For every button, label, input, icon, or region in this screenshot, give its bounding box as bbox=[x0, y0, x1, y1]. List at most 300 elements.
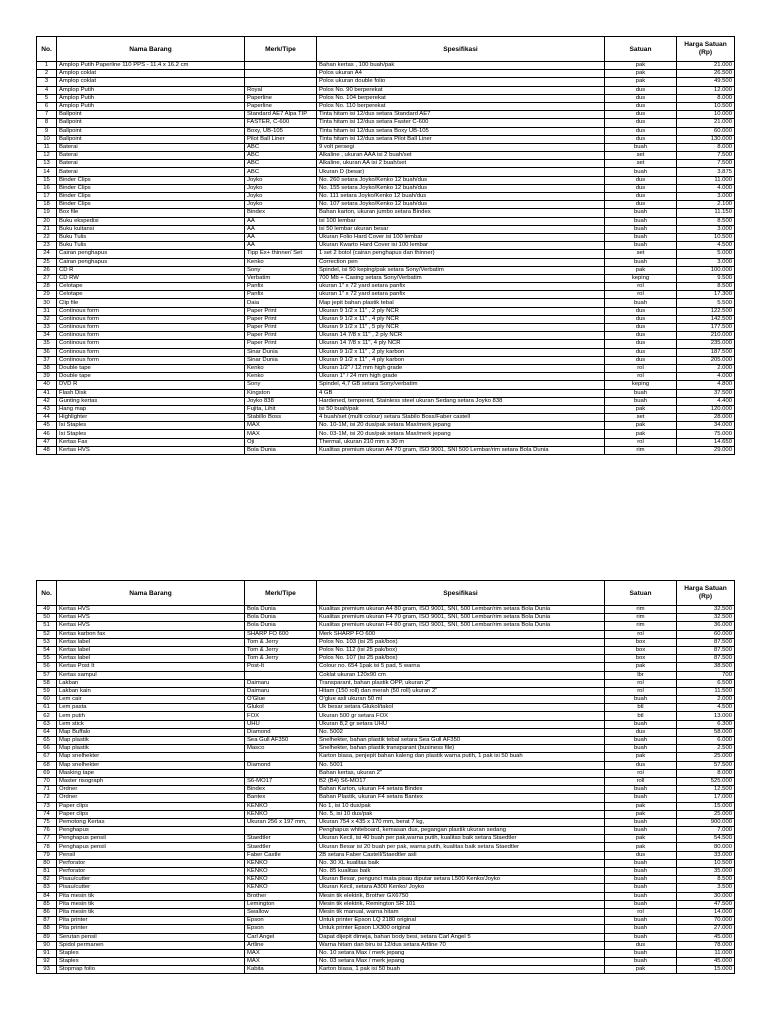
cell-satuan: set bbox=[605, 160, 677, 168]
cell-merk-tipe: KENKO bbox=[245, 884, 317, 892]
table-row bbox=[37, 696, 735, 704]
table-row bbox=[37, 94, 735, 102]
cell-harga-satuan: 33.000 bbox=[677, 851, 735, 859]
cell-satuan: dus bbox=[605, 102, 677, 110]
table-row bbox=[37, 217, 735, 225]
cell-satuan: set bbox=[605, 152, 677, 160]
cell-spesifikasi: Untuk printer Epson LX300 original bbox=[317, 925, 605, 933]
cell-no: 73 bbox=[37, 802, 57, 810]
cell-harga-satuan: 78.000 bbox=[677, 941, 735, 949]
cell-nama-barang: Amplop coklat bbox=[57, 78, 245, 86]
cell-spesifikasi: 4 GB bbox=[317, 389, 605, 397]
cell-harga-satuan: 3.000 bbox=[677, 193, 735, 201]
cell-no: 21 bbox=[37, 225, 57, 233]
cell-merk-tipe: AA bbox=[245, 217, 317, 225]
cell-spesifikasi: Spindel, isi 50 keping/pak setara Sony/Verbatim bbox=[317, 266, 605, 274]
cell-spesifikasi: No. 10 setara Max / merk jepang bbox=[317, 949, 605, 957]
cell-spesifikasi: Ukuran Folio Hard Cover isi 100 lembar bbox=[317, 233, 605, 241]
cell-spesifikasi: Bahan kertas, ukuran 2" bbox=[317, 769, 605, 777]
cell-satuan: buah bbox=[605, 917, 677, 925]
cell-harga-satuan: 70.000 bbox=[677, 917, 735, 925]
cell-spesifikasi: No. 111 setara Joyko/Kenko 12 buah/dus bbox=[317, 193, 605, 201]
cell-nama-barang: Amplop Putih bbox=[57, 86, 245, 94]
cell-no: 33 bbox=[37, 324, 57, 332]
cell-no: 81 bbox=[37, 868, 57, 876]
cell-harga-satuan: 900.000 bbox=[677, 818, 735, 826]
cell-no: 84 bbox=[37, 892, 57, 900]
cell-satuan: pak bbox=[605, 802, 677, 810]
cell-satuan: pak bbox=[605, 843, 677, 851]
cell-merk-tipe: Joyko bbox=[245, 193, 317, 201]
table-row bbox=[37, 958, 735, 966]
cell-merk-tipe: Bola Dunia bbox=[245, 606, 317, 614]
cell-spesifikasi: Alkaline, ukuran AA isi 2 buah/set bbox=[317, 160, 605, 168]
cell-merk-tipe: Panfix bbox=[245, 291, 317, 299]
cell-merk-tipe: Paper Print bbox=[245, 332, 317, 340]
cell-spesifikasi: Snelhekter, bahan plastik transparant (business file) bbox=[317, 745, 605, 753]
cell-nama-barang: Pisau/cutter bbox=[57, 876, 245, 884]
cell-spesifikasi: No. 30 XL kualitas baik bbox=[317, 859, 605, 867]
cell-satuan: dus bbox=[605, 324, 677, 332]
cell-no: 3 bbox=[37, 78, 57, 86]
cell-merk-tipe: Joyko 838 bbox=[245, 397, 317, 405]
table-row bbox=[37, 646, 735, 654]
cell-spesifikasi: No 1, isi 10 dus/pak bbox=[317, 802, 605, 810]
cell-spesifikasi: Mesin tik elektrik, Brother GX6750 bbox=[317, 892, 605, 900]
cell-merk-tipe: KENKO bbox=[245, 802, 317, 810]
table-row bbox=[37, 614, 735, 622]
cell-satuan: buah bbox=[605, 242, 677, 250]
cell-satuan: box bbox=[605, 655, 677, 663]
cell-satuan: pak bbox=[605, 422, 677, 430]
cell-harga-satuan: 4.500 bbox=[677, 704, 735, 712]
cell-no: 53 bbox=[37, 638, 57, 646]
cell-satuan: buah bbox=[605, 209, 677, 217]
cell-nama-barang: DVD R bbox=[57, 381, 245, 389]
cell-satuan: buah bbox=[605, 794, 677, 802]
cell-nama-barang: Pita printer bbox=[57, 925, 245, 933]
cell-harga-satuan: 13.000 bbox=[677, 712, 735, 720]
cell-spesifikasi: Kualitas premium ukuran A4 70 gram, ISO 9001, SNI 500 Lembar/rim setara Bola Dunia bbox=[317, 446, 605, 454]
table-row bbox=[37, 663, 735, 671]
cell-merk-tipe: Carl Angel bbox=[245, 933, 317, 941]
cell-harga-satuan: 525.000 bbox=[677, 777, 735, 785]
table-row bbox=[37, 78, 735, 86]
cell-spesifikasi: Karton biasa, penjepit bahan kaleng dan plastik warna putih, 1 pak isi 50 buah bbox=[317, 753, 605, 761]
cell-spesifikasi: Alkaline , ukuran AAA isi 2 buah/set bbox=[317, 152, 605, 160]
cell-merk-tipe: KENKO bbox=[245, 868, 317, 876]
cell-merk-tipe: KENKO bbox=[245, 810, 317, 818]
cell-no: 75 bbox=[37, 818, 57, 826]
cell-nama-barang: Baterai bbox=[57, 168, 245, 176]
cell-satuan: pak bbox=[605, 405, 677, 413]
header-nama-barang: Nama Barang bbox=[57, 581, 245, 606]
cell-satuan: pak bbox=[605, 266, 677, 274]
cell-nama-barang: Clip file bbox=[57, 299, 245, 307]
cell-merk-tipe bbox=[245, 70, 317, 78]
cell-spesifikasi: Spindel, 4,7 GB setara Sony/verbatim bbox=[317, 381, 605, 389]
header-no: No. bbox=[37, 581, 57, 606]
cell-nama-barang: Kertas label bbox=[57, 638, 245, 646]
table-row bbox=[37, 405, 735, 413]
table-row bbox=[37, 127, 735, 135]
cell-no: 48 bbox=[37, 446, 57, 454]
cell-harga-satuan: 12.500 bbox=[677, 786, 735, 794]
cell-no: 68 bbox=[37, 761, 57, 769]
cell-nama-barang: Masking tape bbox=[57, 769, 245, 777]
cell-spesifikasi: Merk SHARP FO 600 bbox=[317, 630, 605, 638]
header-spesifikasi: Spesifikasi bbox=[317, 37, 605, 62]
table-row bbox=[37, 135, 735, 143]
cell-nama-barang: Continous form bbox=[57, 340, 245, 348]
cell-satuan: dus bbox=[605, 193, 677, 201]
cell-satuan: rol bbox=[605, 908, 677, 916]
cell-harga-satuan: 21.000 bbox=[677, 62, 735, 70]
cell-merk-tipe: AA bbox=[245, 233, 317, 241]
cell-nama-barang: Penghapus pensil bbox=[57, 843, 245, 851]
cell-no: 70 bbox=[37, 777, 57, 785]
cell-merk-tipe: Paper Print bbox=[245, 324, 317, 332]
table-row bbox=[37, 802, 735, 810]
cell-no: 56 bbox=[37, 663, 57, 671]
table-row bbox=[37, 655, 735, 663]
cell-spesifikasi: 1 set 2 botol (cairan penghapus dan thinner) bbox=[317, 250, 605, 258]
cell-spesifikasi: Map jepit bahan plastik tebal bbox=[317, 299, 605, 307]
table-row bbox=[37, 193, 735, 201]
cell-nama-barang: Ordner bbox=[57, 794, 245, 802]
cell-satuan: dus bbox=[605, 332, 677, 340]
cell-merk-tipe: Daimaru bbox=[245, 679, 317, 687]
cell-satuan: buah bbox=[605, 745, 677, 753]
cell-merk-tipe: Verbatim bbox=[245, 274, 317, 282]
cell-no: 57 bbox=[37, 671, 57, 679]
cell-nama-barang: Amplop Putih bbox=[57, 102, 245, 110]
cell-merk-tipe: KENKO bbox=[245, 876, 317, 884]
cell-nama-barang: Staples bbox=[57, 949, 245, 957]
cell-nama-barang: Pita printer bbox=[57, 917, 245, 925]
cell-satuan: buah bbox=[605, 876, 677, 884]
cell-no: 74 bbox=[37, 810, 57, 818]
cell-harga-satuan: 8.000 bbox=[677, 94, 735, 102]
table-row bbox=[37, 884, 735, 892]
cell-harga-satuan: 7.000 bbox=[677, 827, 735, 835]
table-row bbox=[37, 299, 735, 307]
cell-harga-satuan: 11.000 bbox=[677, 949, 735, 957]
cell-nama-barang: Amplop coklat bbox=[57, 70, 245, 78]
cell-merk-tipe: Joyko bbox=[245, 184, 317, 192]
cell-spesifikasi: Ukuran 1" / 24 mm high grade bbox=[317, 373, 605, 381]
cell-nama-barang: Binder Clips bbox=[57, 176, 245, 184]
cell-spesifikasi: Ukuran 9 1/2 x 11" , 5 ply NCR bbox=[317, 324, 605, 332]
cell-merk-tipe: Paper Print bbox=[245, 307, 317, 315]
cell-no: 36 bbox=[37, 348, 57, 356]
cell-harga-satuan: 210.000 bbox=[677, 332, 735, 340]
cell-harga-satuan: 2.500 bbox=[677, 745, 735, 753]
cell-satuan: dus bbox=[605, 86, 677, 94]
cell-satuan: pak bbox=[605, 810, 677, 818]
table-row bbox=[37, 786, 735, 794]
cell-nama-barang: Paper clips bbox=[57, 810, 245, 818]
table-row bbox=[37, 851, 735, 859]
table-row bbox=[37, 381, 735, 389]
header-harga-satuan: Harga Satuan (Rp) bbox=[677, 581, 735, 606]
cell-satuan: dus bbox=[605, 851, 677, 859]
cell-satuan: buah bbox=[605, 389, 677, 397]
cell-satuan: btl bbox=[605, 704, 677, 712]
cell-satuan: dus bbox=[605, 176, 677, 184]
cell-nama-barang: Isi Staples bbox=[57, 430, 245, 438]
cell-merk-tipe: Kenko bbox=[245, 258, 317, 266]
cell-spesifikasi: Polos No. 104 berperekat bbox=[317, 94, 605, 102]
cell-harga-satuan: 87.500 bbox=[677, 646, 735, 654]
cell-spesifikasi: isi 50 lembar ukuran besar bbox=[317, 225, 605, 233]
cell-no: 22 bbox=[37, 233, 57, 241]
cell-harga-satuan: 17.300 bbox=[677, 291, 735, 299]
cell-no: 49 bbox=[37, 606, 57, 614]
cell-merk-tipe bbox=[245, 671, 317, 679]
cell-merk-tipe: ABC bbox=[245, 160, 317, 168]
cell-satuan: rol bbox=[605, 291, 677, 299]
cell-spesifikasi: Ukuran Kwarto Hard Cover isi 100 lembar bbox=[317, 242, 605, 250]
cell-spesifikasi: Ukuran 8,2 gr setara UHU bbox=[317, 720, 605, 728]
cell-satuan: buah bbox=[605, 925, 677, 933]
cell-harga-satuan: 36.000 bbox=[677, 622, 735, 630]
cell-spesifikasi: Colour no. 654 1pak isi 5 pad, 5 warna bbox=[317, 663, 605, 671]
cell-merk-tipe: Diamond bbox=[245, 761, 317, 769]
cell-nama-barang: Pita mesin tik bbox=[57, 900, 245, 908]
cell-merk-tipe: Paperline bbox=[245, 102, 317, 110]
cell-no: 92 bbox=[37, 958, 57, 966]
cell-harga-satuan: 700 bbox=[677, 671, 735, 679]
cell-merk-tipe: Faber Castle bbox=[245, 851, 317, 859]
table-row bbox=[37, 389, 735, 397]
cell-spesifikasi: Kualitas premium ukuran A4 80 gram, ISO 9001, SNI, 500 Lembar/rim setara Bola Dunia bbox=[317, 606, 605, 614]
cell-spesifikasi: O'glue asli ukuran 50 ml bbox=[317, 696, 605, 704]
table-row bbox=[37, 414, 735, 422]
cell-spesifikasi: Ukuran 754 x 435 x 170 mm, berat 7 kg, bbox=[317, 818, 605, 826]
cell-satuan: dus bbox=[605, 184, 677, 192]
cell-spesifikasi: Polos No. 103 (isi 25 pak/box) bbox=[317, 638, 605, 646]
cell-merk-tipe: Masco bbox=[245, 745, 317, 753]
table-row bbox=[37, 704, 735, 712]
header-satuan: Satuan bbox=[605, 37, 677, 62]
cell-merk-tipe: Sinar Dunia bbox=[245, 356, 317, 364]
table-row bbox=[37, 225, 735, 233]
cell-harga-satuan: 45.000 bbox=[677, 958, 735, 966]
cell-satuan: rol bbox=[605, 373, 677, 381]
cell-harga-satuan: 7.500 bbox=[677, 160, 735, 168]
cell-merk-tipe: Paper Print bbox=[245, 315, 317, 323]
cell-harga-satuan: 130.000 bbox=[677, 135, 735, 143]
cell-satuan: buah bbox=[605, 233, 677, 241]
cell-satuan: buah bbox=[605, 217, 677, 225]
table-row bbox=[37, 794, 735, 802]
cell-harga-satuan: 38.500 bbox=[677, 663, 735, 671]
cell-harga-satuan: 4.800 bbox=[677, 381, 735, 389]
cell-merk-tipe: Panfix bbox=[245, 283, 317, 291]
cell-spesifikasi: Polos No. 112 (isi 25 pak/box) bbox=[317, 646, 605, 654]
table-row bbox=[37, 917, 735, 925]
cell-merk-tipe: Epson bbox=[245, 917, 317, 925]
cell-merk-tipe: Sinar Dunia bbox=[245, 348, 317, 356]
cell-satuan: set bbox=[605, 414, 677, 422]
cell-nama-barang: Kertas HVS bbox=[57, 622, 245, 630]
cell-nama-barang: Map plastik bbox=[57, 737, 245, 745]
cell-nama-barang: CD R bbox=[57, 266, 245, 274]
cell-satuan: rim bbox=[605, 614, 677, 622]
table-row bbox=[37, 868, 735, 876]
cell-nama-barang: Lem cair bbox=[57, 696, 245, 704]
table-row bbox=[37, 679, 735, 687]
cell-satuan: buah bbox=[605, 258, 677, 266]
cell-nama-barang: Continous form bbox=[57, 356, 245, 364]
cell-no: 41 bbox=[37, 389, 57, 397]
cell-satuan: buah bbox=[605, 737, 677, 745]
cell-merk-tipe: Tom & Jerry bbox=[245, 646, 317, 654]
cell-nama-barang: Stopmap folio bbox=[57, 966, 245, 974]
cell-harga-satuan: 15.000 bbox=[677, 966, 735, 974]
cell-no: 9 bbox=[37, 127, 57, 135]
cell-satuan: rol bbox=[605, 687, 677, 695]
cell-harga-satuan: 4.500 bbox=[677, 242, 735, 250]
cell-nama-barang: Serutan pensil bbox=[57, 933, 245, 941]
table-row bbox=[37, 70, 735, 78]
cell-no: 40 bbox=[37, 381, 57, 389]
cell-merk-tipe: Bola Dunia bbox=[245, 446, 317, 454]
cell-harga-satuan: 235.000 bbox=[677, 340, 735, 348]
cell-no: 88 bbox=[37, 925, 57, 933]
cell-no: 13 bbox=[37, 160, 57, 168]
cell-satuan: pak bbox=[605, 966, 677, 974]
cell-satuan: dus bbox=[605, 761, 677, 769]
cell-satuan: buah bbox=[605, 720, 677, 728]
cell-nama-barang: Kertas HVS bbox=[57, 446, 245, 454]
table-row bbox=[37, 233, 735, 241]
cell-harga-satuan: 3.500 bbox=[677, 884, 735, 892]
cell-satuan: rol bbox=[605, 630, 677, 638]
cell-spesifikasi: Ukuran 9 1/2 x 11" , 2 ply karbon bbox=[317, 348, 605, 356]
cell-merk-tipe: Kenko bbox=[245, 364, 317, 372]
cell-merk-tipe: Stabillo Boss bbox=[245, 414, 317, 422]
cell-merk-tipe: Royal bbox=[245, 86, 317, 94]
cell-no: 15 bbox=[37, 176, 57, 184]
table-row bbox=[37, 908, 735, 916]
table-row bbox=[37, 307, 735, 315]
cell-satuan: dus bbox=[605, 135, 677, 143]
cell-harga-satuan: 2.000 bbox=[677, 364, 735, 372]
cell-nama-barang: Buku ekspedisi bbox=[57, 217, 245, 225]
table-row bbox=[37, 332, 735, 340]
cell-no: 63 bbox=[37, 720, 57, 728]
cell-nama-barang: Cairan penghapus bbox=[57, 258, 245, 266]
cell-spesifikasi: Bahan kertas , 100 buah/pak bbox=[317, 62, 605, 70]
cell-nama-barang: Kertas Fax bbox=[57, 438, 245, 446]
cell-harga-satuan: 10.000 bbox=[677, 111, 735, 119]
cell-nama-barang: Perforator bbox=[57, 859, 245, 867]
table-row bbox=[37, 143, 735, 151]
cell-merk-tipe: FASTER, C-600 bbox=[245, 119, 317, 127]
table-row bbox=[37, 745, 735, 753]
cell-harga-satuan: 21.000 bbox=[677, 119, 735, 127]
cell-harga-satuan: 37.500 bbox=[677, 389, 735, 397]
cell-no: 52 bbox=[37, 630, 57, 638]
cell-spesifikasi: Ukuran Kecil, isi 40 buah per pak,warna putih, kualitas baik setara Staedtler bbox=[317, 835, 605, 843]
cell-nama-barang: Gunting kertas bbox=[57, 397, 245, 405]
cell-no: 4 bbox=[37, 86, 57, 94]
cell-no: 85 bbox=[37, 900, 57, 908]
cell-spesifikasi: Penghapus whiteboard, kemasan dus, pegangan plastik ukuran sedang bbox=[317, 827, 605, 835]
cell-merk-tipe: Kabita bbox=[245, 966, 317, 974]
price-table bbox=[36, 36, 735, 455]
cell-harga-satuan: 12.000 bbox=[677, 86, 735, 94]
cell-nama-barang: Perforator bbox=[57, 868, 245, 876]
cell-no: 90 bbox=[37, 941, 57, 949]
cell-spesifikasi: Hardened, tempered, Stainless steel ukuran Sedang setara Joyko 838 bbox=[317, 397, 605, 405]
cell-satuan: rol bbox=[605, 283, 677, 291]
table-row bbox=[37, 720, 735, 728]
cell-harga-satuan: 3.000 bbox=[677, 225, 735, 233]
cell-no: 47 bbox=[37, 438, 57, 446]
cell-harga-satuan: 8.000 bbox=[677, 769, 735, 777]
cell-nama-barang: Celotape bbox=[57, 283, 245, 291]
cell-harga-satuan: 7.500 bbox=[677, 152, 735, 160]
cell-satuan: buah bbox=[605, 949, 677, 957]
cell-spesifikasi: 4 buah/set (multi colour) setara Stabilo Boss/Faber castell bbox=[317, 414, 605, 422]
cell-nama-barang: Kertas HVS bbox=[57, 614, 245, 622]
cell-no: 45 bbox=[37, 422, 57, 430]
table-row bbox=[37, 638, 735, 646]
cell-no: 91 bbox=[37, 949, 57, 957]
cell-nama-barang: Ordner bbox=[57, 786, 245, 794]
cell-no: 35 bbox=[37, 340, 57, 348]
cell-merk-tipe bbox=[245, 78, 317, 86]
cell-satuan: pak bbox=[605, 835, 677, 843]
cell-satuan: buah bbox=[605, 900, 677, 908]
cell-no: 89 bbox=[37, 933, 57, 941]
cell-merk-tipe: Bola Dunia bbox=[245, 614, 317, 622]
cell-no: 14 bbox=[37, 168, 57, 176]
cell-satuan: buah bbox=[605, 892, 677, 900]
cell-no: 55 bbox=[37, 655, 57, 663]
cell-harga-satuan: 8.500 bbox=[677, 876, 735, 884]
table-row bbox=[37, 242, 735, 250]
table-row bbox=[37, 843, 735, 851]
table-row bbox=[37, 737, 735, 745]
cell-spesifikasi: Polos No. 110 berperekat bbox=[317, 102, 605, 110]
cell-no: 64 bbox=[37, 728, 57, 736]
cell-nama-barang: Celotape bbox=[57, 291, 245, 299]
cell-harga-satuan: 177.500 bbox=[677, 324, 735, 332]
cell-harga-satuan: 8.500 bbox=[677, 217, 735, 225]
cell-merk-tipe bbox=[245, 827, 317, 835]
cell-spesifikasi: Polos No. 90 berperekat bbox=[317, 86, 605, 94]
table-row bbox=[37, 777, 735, 785]
cell-nama-barang: Cairan penghapus bbox=[57, 250, 245, 258]
cell-no: 60 bbox=[37, 696, 57, 704]
cell-spesifikasi: No. 260 setara Joyko/Kenko 12 buah/dus bbox=[317, 176, 605, 184]
cell-spesifikasi: Ukuran Besar isi 20 buah per pak, warna putih, kualitas baik setara Staedtler bbox=[317, 843, 605, 851]
cell-merk-tipe: Bola Dunia bbox=[245, 622, 317, 630]
header-nama-barang: Nama Barang bbox=[57, 37, 245, 62]
cell-nama-barang: Lem stick bbox=[57, 720, 245, 728]
cell-no: 67 bbox=[37, 753, 57, 761]
cell-satuan: dus bbox=[605, 111, 677, 119]
table-row bbox=[37, 315, 735, 323]
cell-spesifikasi: B2 (B4) S6-MO17 bbox=[317, 777, 605, 785]
cell-no: 27 bbox=[37, 274, 57, 282]
table-row bbox=[37, 761, 735, 769]
cell-no: 32 bbox=[37, 315, 57, 323]
